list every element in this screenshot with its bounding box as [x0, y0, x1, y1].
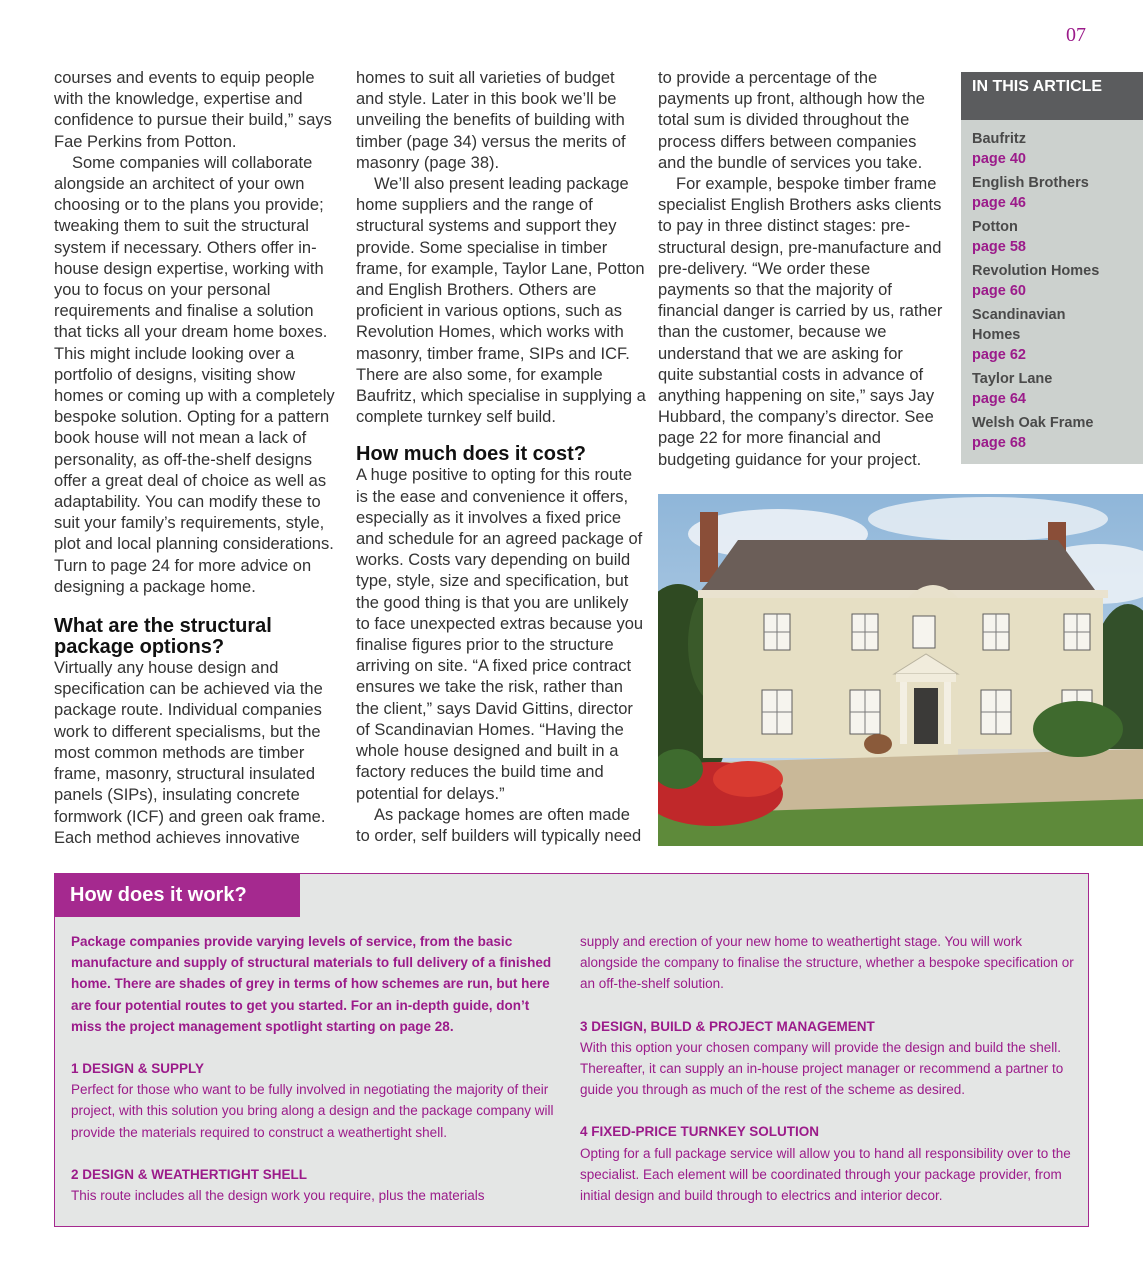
paragraph: Some companies will collaborate alongside an architect of your own choosing or to the plans you provide; tweaking them to suit the structural system if necessary. Others offer in-house design expertise, working with you to focus on your personal requirements and finalise a solution that ticks all your dream home boxes. This might include looking over a portfolio of designs, visiting show homes or coming up with a completely bespoke solution. Opting for a pattern book house will not mean a lack of personality, as off-the-shelf designs offer a great deal of choice as well as adaptability. You can modify these to suit your family’s requirements, style, plot and local planning considerations. Turn to page 24 for more advice on designing a package home.	[54, 153, 335, 596]
step-text: Perfect for those who want to be fully involved in negotiating the majority of their project, with this solution you bring along a design and the package company will provide the materials required to construct a weathertight shell.	[71, 1082, 554, 1140]
step-number: 2	[71, 1166, 79, 1182]
section-heading: What are the structural package options?	[54, 615, 272, 659]
sidebar-item[interactable]	[972, 217, 1133, 257]
step-text: With this option your chosen company will provide the design and build the shell. Thereafter, it can supply an in-house project manager or recommend a partner to guide you through as much of the rest of the scheme as desired.	[580, 1039, 1064, 1098]
sidebar-item-page[interactable]: page 58	[972, 239, 1026, 255]
sidebar-item[interactable]	[972, 305, 1133, 365]
step-number: 1	[71, 1061, 79, 1077]
page-number: 07	[1066, 24, 1086, 46]
step-title: DESIGN, BUILD & PROJECT MANAGEMENT	[591, 1018, 875, 1034]
sidebar-item-page[interactable]: page 60	[972, 283, 1026, 299]
sidebar-list	[961, 120, 1143, 453]
text-column-2	[356, 68, 646, 847]
sidebar-title: IN THIS ARTICLE	[961, 72, 1143, 120]
box-title: How does it work?	[55, 874, 300, 917]
sidebar-item-page[interactable]: page 64	[972, 391, 1026, 407]
sidebar-item[interactable]	[972, 261, 1133, 301]
house-photo	[658, 494, 1143, 846]
how-does-it-work-box	[54, 873, 1089, 1227]
text-column-1	[54, 68, 344, 849]
step-heading	[580, 1016, 1075, 1037]
section-heading: How much does it cost?	[356, 443, 587, 466]
paragraph: As package homes are often made to order, self builders will typically need	[356, 805, 642, 845]
sidebar-item-name: Taylor Lane	[972, 371, 1053, 387]
sidebar-item-page[interactable]: page 40	[972, 151, 1026, 167]
sidebar-item-name: Potton	[972, 219, 1018, 235]
sidebar-item-name: Scandinavian Homes	[972, 307, 1066, 343]
paragraph: For example, bespoke timber frame specialist English Brothers asks clients to pay in three distinct stages: pre-structural design, pre-manufacture and pre-delivery. “We order these payments so that the majority of financial danger is carried by us, rather than the customer, because we understand that we are asking for quite substantial costs in advance of anything happening on site,” says Jay Hubbard, the company’s director. See page 22 for more financial and budgeting guidance for your project.	[658, 175, 943, 469]
text-column-3	[658, 68, 943, 471]
step-text: This route includes all the design work you require, plus the materials	[71, 1188, 485, 1204]
sidebar-item-page[interactable]: page 68	[972, 435, 1026, 451]
sidebar-item[interactable]	[972, 369, 1133, 409]
paragraph: We’ll also present leading package home suppliers and the range of structural systems and support they provide. Some specialise in timber frame, for example, Taylor Lane, Potton and English Brothers. Others are proficient in various options, such as Revolution Homes, which works with masonry, timber frame, SIPs and ICF. There are also some, for example Baufritz, which specialise in supplying a complete turnkey self build.	[356, 175, 646, 427]
sidebar-item-name: Welsh Oak Frame	[972, 415, 1094, 431]
in-this-article-sidebar	[961, 72, 1143, 464]
step-heading	[71, 1058, 561, 1079]
step-title: FIXED-PRICE TURNKEY SOLUTION	[591, 1124, 820, 1140]
step-title: DESIGN & WEATHERTIGHT SHELL	[82, 1166, 308, 1182]
step-text: supply and erection of your new home to weathertight stage. You will work alongside the company to finalise the structure, whether a bespoke specification or an off-the-shelf solution.	[580, 934, 1074, 992]
step-heading	[71, 1164, 561, 1185]
paragraph: to provide a percentage of the payments up front, although how the total sum is divided throughout the process differs between companies and the bundle of services you take.	[658, 69, 925, 172]
sidebar-item-page[interactable]: page 62	[972, 347, 1026, 363]
box-column-2	[580, 931, 1075, 1206]
step-number: 4	[580, 1124, 588, 1140]
step-title: DESIGN & SUPPLY	[82, 1061, 205, 1077]
sidebar-item[interactable]	[972, 413, 1133, 453]
step-text: Opting for a full package service will allow you to hand all responsibility over to the specialist. Each element will be coordinated through your package provider, from initial design and build through to electrics and interior decor.	[580, 1145, 1071, 1204]
sidebar-item-name: Revolution Homes	[972, 263, 1100, 279]
sidebar-item-page[interactable]: page 46	[972, 195, 1026, 211]
paragraph: homes to suit all varieties of budget and style. Later in this book we’ll be unveiling the benefits of building with timber (page 34) versus the merits of masonry (page 38).	[356, 69, 626, 172]
box-column-1	[71, 931, 561, 1206]
step-heading	[580, 1121, 1075, 1142]
sidebar-item-name: English Brothers	[972, 175, 1089, 191]
sidebar-item-name: Baufritz	[972, 131, 1026, 147]
box-intro: Package companies provide varying levels of service, from the basic manufacture and supply of structural materials to full delivery of a finished home. There are shades of grey in terms of how schemes are run, but here are four potential routes to get you started. For an in-depth guide, don’t miss the project management spotlight starting on page 28.	[71, 934, 552, 1034]
step-number: 3	[580, 1018, 588, 1034]
sidebar-item[interactable]	[972, 129, 1133, 169]
sidebar-item[interactable]	[972, 173, 1133, 213]
paragraph: courses and events to equip people with the knowledge, expertise and confidence to pursue their build,” says Fae Perkins from Potton.	[54, 69, 332, 151]
paragraph: A huge positive to opting for this route is the ease and convenience it offers, especially as it involves a fixed price and schedule for an agreed package of works. Costs vary depending on build type, style, size and specification, but the good thing is that you are unlikely to face unexpected extras because you finalise figures prior to the structure arriving on site. “A fixed price contract ensures we take the risk, rather than the client,” says David Gittins, director of Scandinavian Homes. “Having the whole house designed and built in a factory reduces the build time and potential for delays.”	[356, 466, 644, 803]
paragraph: Virtually any house design and specification can be achieved via the package route. Individual companies work to different specialisms, but the most common methods are timber frame, masonry, structural insulated panels (SIPs), insulating concrete formwork (ICF) and green oak frame. Each method achieves innovative	[54, 659, 326, 847]
